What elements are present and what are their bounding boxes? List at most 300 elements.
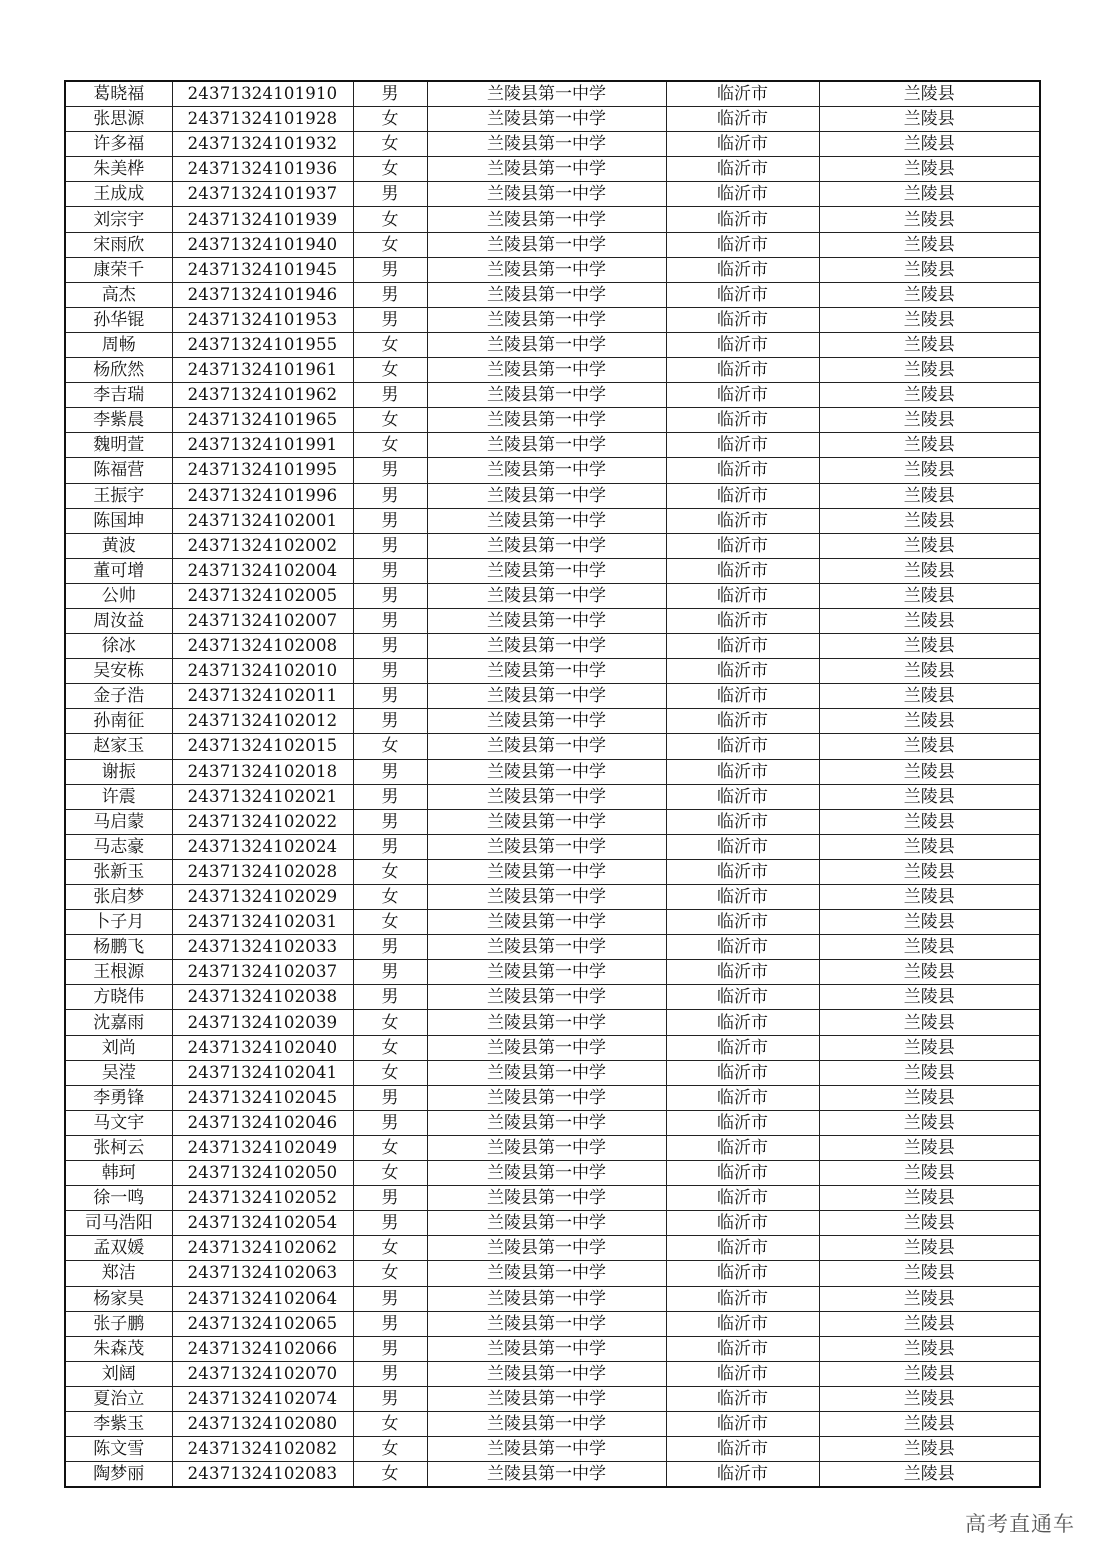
school-cell: 兰陵县第一中学 xyxy=(427,1361,666,1386)
table-row xyxy=(65,1186,1040,1211)
city-cell: 临沂市 xyxy=(666,1135,819,1160)
school-cell: 兰陵县第一中学 xyxy=(427,1110,666,1135)
exam-number-cell: 24371324102064 xyxy=(172,1286,353,1311)
gender-cell: 男 xyxy=(353,1286,427,1311)
city-cell: 临沂市 xyxy=(666,709,819,734)
student-name-cell: 孟双媛 xyxy=(65,1236,172,1261)
student-name-cell: 杨欣然 xyxy=(65,358,172,383)
city-cell: 临沂市 xyxy=(666,332,819,357)
exam-number-cell: 24371324101996 xyxy=(172,483,353,508)
school-cell: 兰陵县第一中学 xyxy=(427,859,666,884)
exam-number-cell: 24371324102021 xyxy=(172,784,353,809)
table-row xyxy=(65,483,1040,508)
school-cell: 兰陵县第一中学 xyxy=(427,784,666,809)
county-cell: 兰陵县 xyxy=(819,1211,1040,1236)
school-cell: 兰陵县第一中学 xyxy=(427,558,666,583)
gender-cell: 男 xyxy=(353,383,427,408)
gender-cell: 男 xyxy=(353,1336,427,1361)
school-cell: 兰陵县第一中学 xyxy=(427,734,666,759)
student-name-cell: 刘阔 xyxy=(65,1361,172,1386)
gender-cell: 女 xyxy=(353,408,427,433)
student-name-cell: 宋雨欣 xyxy=(65,232,172,257)
gender-cell: 女 xyxy=(353,885,427,910)
city-cell: 临沂市 xyxy=(666,257,819,282)
gender-cell: 男 xyxy=(353,1085,427,1110)
student-name-cell: 朱美桦 xyxy=(65,157,172,182)
student-name-cell: 郑洁 xyxy=(65,1261,172,1286)
county-cell: 兰陵县 xyxy=(819,634,1040,659)
student-name-cell: 李紫玉 xyxy=(65,1411,172,1436)
county-cell: 兰陵县 xyxy=(819,1035,1040,1060)
table-row xyxy=(65,910,1040,935)
table-row xyxy=(65,634,1040,659)
school-cell: 兰陵县第一中学 xyxy=(427,684,666,709)
city-cell: 临沂市 xyxy=(666,759,819,784)
city-cell: 临沂市 xyxy=(666,1386,819,1411)
student-name-cell: 张新玉 xyxy=(65,859,172,884)
school-cell: 兰陵县第一中学 xyxy=(427,1462,666,1488)
student-name-cell: 夏治立 xyxy=(65,1386,172,1411)
county-cell: 兰陵县 xyxy=(819,734,1040,759)
student-name-cell: 金子浩 xyxy=(65,684,172,709)
school-cell: 兰陵县第一中学 xyxy=(427,182,666,207)
table-row xyxy=(65,408,1040,433)
school-cell: 兰陵县第一中学 xyxy=(427,107,666,132)
student-name-cell: 张柯云 xyxy=(65,1135,172,1160)
county-cell: 兰陵县 xyxy=(819,809,1040,834)
student-name-cell: 韩珂 xyxy=(65,1161,172,1186)
gender-cell: 女 xyxy=(353,157,427,182)
watermark-text: 高考直通车 xyxy=(965,1512,1075,1536)
gender-cell: 女 xyxy=(353,1462,427,1488)
gender-cell: 女 xyxy=(353,910,427,935)
school-cell: 兰陵县第一中学 xyxy=(427,935,666,960)
gender-cell: 男 xyxy=(353,182,427,207)
gender-cell: 男 xyxy=(353,558,427,583)
gender-cell: 男 xyxy=(353,458,427,483)
city-cell: 临沂市 xyxy=(666,960,819,985)
city-cell: 临沂市 xyxy=(666,1462,819,1488)
table-row xyxy=(65,383,1040,408)
school-cell: 兰陵县第一中学 xyxy=(427,1286,666,1311)
school-cell: 兰陵县第一中学 xyxy=(427,960,666,985)
city-cell: 临沂市 xyxy=(666,232,819,257)
student-name-cell: 陶梦丽 xyxy=(65,1462,172,1488)
table-row xyxy=(65,332,1040,357)
county-cell: 兰陵县 xyxy=(819,508,1040,533)
table-row xyxy=(65,1286,1040,1311)
exam-number-cell: 24371324102074 xyxy=(172,1386,353,1411)
city-cell: 临沂市 xyxy=(666,207,819,232)
exam-number-cell: 24371324102010 xyxy=(172,659,353,684)
city-cell: 临沂市 xyxy=(666,1085,819,1110)
gender-cell: 女 xyxy=(353,1261,427,1286)
gender-cell: 男 xyxy=(353,1186,427,1211)
city-cell: 临沂市 xyxy=(666,182,819,207)
school-cell: 兰陵县第一中学 xyxy=(427,408,666,433)
city-cell: 临沂市 xyxy=(666,859,819,884)
exam-number-cell: 24371324102063 xyxy=(172,1261,353,1286)
exam-number-cell: 24371324102037 xyxy=(172,960,353,985)
gender-cell: 女 xyxy=(353,1035,427,1060)
table-row xyxy=(65,985,1040,1010)
gender-cell: 男 xyxy=(353,784,427,809)
table-row xyxy=(65,1211,1040,1236)
school-cell: 兰陵县第一中学 xyxy=(427,1261,666,1286)
student-name-cell: 沈嘉雨 xyxy=(65,1010,172,1035)
school-cell: 兰陵县第一中学 xyxy=(427,307,666,332)
table-row xyxy=(65,935,1040,960)
city-cell: 临沂市 xyxy=(666,734,819,759)
city-cell: 临沂市 xyxy=(666,1161,819,1186)
gender-cell: 男 xyxy=(353,709,427,734)
county-cell: 兰陵县 xyxy=(819,985,1040,1010)
exam-number-cell: 24371324102018 xyxy=(172,759,353,784)
table-row xyxy=(65,182,1040,207)
gender-cell: 男 xyxy=(353,659,427,684)
school-cell: 兰陵县第一中学 xyxy=(427,910,666,935)
county-cell: 兰陵县 xyxy=(819,483,1040,508)
county-cell: 兰陵县 xyxy=(819,232,1040,257)
gender-cell: 男 xyxy=(353,533,427,558)
gender-cell: 男 xyxy=(353,1361,427,1386)
city-cell: 临沂市 xyxy=(666,985,819,1010)
table-row xyxy=(65,1135,1040,1160)
county-cell: 兰陵县 xyxy=(819,684,1040,709)
table-row xyxy=(65,784,1040,809)
city-cell: 临沂市 xyxy=(666,508,819,533)
county-cell: 兰陵县 xyxy=(819,1286,1040,1311)
county-cell: 兰陵县 xyxy=(819,1437,1040,1462)
student-name-cell: 葛晓福 xyxy=(65,81,172,107)
exam-number-cell: 24371324101928 xyxy=(172,107,353,132)
exam-number-cell: 24371324102031 xyxy=(172,910,353,935)
county-cell: 兰陵县 xyxy=(819,1186,1040,1211)
exam-number-cell: 24371324102004 xyxy=(172,558,353,583)
county-cell: 兰陵县 xyxy=(819,784,1040,809)
school-cell: 兰陵县第一中学 xyxy=(427,1437,666,1462)
city-cell: 临沂市 xyxy=(666,157,819,182)
school-cell: 兰陵县第一中学 xyxy=(427,583,666,608)
student-name-cell: 孙南征 xyxy=(65,709,172,734)
student-name-cell: 方晓伟 xyxy=(65,985,172,1010)
city-cell: 临沂市 xyxy=(666,834,819,859)
school-cell: 兰陵县第一中学 xyxy=(427,834,666,859)
table-row xyxy=(65,1085,1040,1110)
exam-number-cell: 24371324102062 xyxy=(172,1236,353,1261)
city-cell: 临沂市 xyxy=(666,659,819,684)
table-row xyxy=(65,533,1040,558)
city-cell: 临沂市 xyxy=(666,132,819,157)
city-cell: 临沂市 xyxy=(666,408,819,433)
exam-number-cell: 24371324102040 xyxy=(172,1035,353,1060)
gender-cell: 男 xyxy=(353,1211,427,1236)
exam-number-cell: 24371324102052 xyxy=(172,1186,353,1211)
exam-number-cell: 24371324101939 xyxy=(172,207,353,232)
student-name-cell: 马志豪 xyxy=(65,834,172,859)
table-row xyxy=(65,257,1040,282)
county-cell: 兰陵县 xyxy=(819,157,1040,182)
table-row xyxy=(65,1236,1040,1261)
table-row xyxy=(65,709,1040,734)
school-cell: 兰陵县第一中学 xyxy=(427,332,666,357)
table-row xyxy=(65,583,1040,608)
student-name-cell: 吴安栋 xyxy=(65,659,172,684)
school-cell: 兰陵县第一中学 xyxy=(427,358,666,383)
school-cell: 兰陵县第一中学 xyxy=(427,533,666,558)
county-cell: 兰陵县 xyxy=(819,433,1040,458)
gender-cell: 男 xyxy=(353,483,427,508)
exam-number-cell: 24371324102049 xyxy=(172,1135,353,1160)
table-row xyxy=(65,558,1040,583)
exam-number-cell: 24371324102028 xyxy=(172,859,353,884)
exam-number-cell: 24371324102024 xyxy=(172,834,353,859)
city-cell: 临沂市 xyxy=(666,307,819,332)
city-cell: 临沂市 xyxy=(666,608,819,633)
county-cell: 兰陵县 xyxy=(819,1261,1040,1286)
table-row xyxy=(65,859,1040,884)
gender-cell: 男 xyxy=(353,1110,427,1135)
student-name-cell: 李吉瑞 xyxy=(65,383,172,408)
city-cell: 临沂市 xyxy=(666,558,819,583)
exam-number-cell: 24371324102045 xyxy=(172,1085,353,1110)
student-name-cell: 周畅 xyxy=(65,332,172,357)
gender-cell: 男 xyxy=(353,608,427,633)
table-row xyxy=(65,132,1040,157)
school-cell: 兰陵县第一中学 xyxy=(427,709,666,734)
exam-number-cell: 24371324102046 xyxy=(172,1110,353,1135)
gender-cell: 女 xyxy=(353,1437,427,1462)
gender-cell: 男 xyxy=(353,935,427,960)
exam-number-cell: 24371324102039 xyxy=(172,1010,353,1035)
exam-number-cell: 24371324101937 xyxy=(172,182,353,207)
student-name-cell: 魏明萱 xyxy=(65,433,172,458)
table-row xyxy=(65,1035,1040,1060)
student-name-cell: 黄波 xyxy=(65,533,172,558)
student-name-cell: 康荣千 xyxy=(65,257,172,282)
school-cell: 兰陵县第一中学 xyxy=(427,885,666,910)
city-cell: 临沂市 xyxy=(666,107,819,132)
school-cell: 兰陵县第一中学 xyxy=(427,634,666,659)
school-cell: 兰陵县第一中学 xyxy=(427,1211,666,1236)
city-cell: 临沂市 xyxy=(666,1010,819,1035)
gender-cell: 女 xyxy=(353,358,427,383)
table-row xyxy=(65,1060,1040,1085)
table-row xyxy=(65,834,1040,859)
city-cell: 临沂市 xyxy=(666,1336,819,1361)
table-row xyxy=(65,358,1040,383)
school-cell: 兰陵县第一中学 xyxy=(427,282,666,307)
county-cell: 兰陵县 xyxy=(819,558,1040,583)
exam-number-cell: 24371324102066 xyxy=(172,1336,353,1361)
city-cell: 临沂市 xyxy=(666,458,819,483)
gender-cell: 男 xyxy=(353,1311,427,1336)
school-cell: 兰陵县第一中学 xyxy=(427,508,666,533)
student-name-cell: 卜子月 xyxy=(65,910,172,935)
county-cell: 兰陵县 xyxy=(819,207,1040,232)
gender-cell: 男 xyxy=(353,508,427,533)
school-cell: 兰陵县第一中学 xyxy=(427,483,666,508)
gender-cell: 女 xyxy=(353,433,427,458)
gender-cell: 女 xyxy=(353,734,427,759)
student-name-cell: 周汝益 xyxy=(65,608,172,633)
city-cell: 临沂市 xyxy=(666,1236,819,1261)
student-roster-table xyxy=(64,80,1041,1488)
city-cell: 临沂市 xyxy=(666,583,819,608)
county-cell: 兰陵县 xyxy=(819,257,1040,282)
school-cell: 兰陵县第一中学 xyxy=(427,659,666,684)
student-name-cell: 徐一鸣 xyxy=(65,1186,172,1211)
student-name-cell: 徐冰 xyxy=(65,634,172,659)
table-row xyxy=(65,433,1040,458)
exam-number-cell: 24371324101961 xyxy=(172,358,353,383)
county-cell: 兰陵县 xyxy=(819,1361,1040,1386)
county-cell: 兰陵县 xyxy=(819,1236,1040,1261)
student-name-cell: 刘宗宇 xyxy=(65,207,172,232)
student-name-cell: 吴滢 xyxy=(65,1060,172,1085)
county-cell: 兰陵县 xyxy=(819,910,1040,935)
student-name-cell: 马启蒙 xyxy=(65,809,172,834)
gender-cell: 女 xyxy=(353,859,427,884)
exam-number-cell: 24371324102033 xyxy=(172,935,353,960)
gender-cell: 女 xyxy=(353,1060,427,1085)
table-row xyxy=(65,759,1040,784)
gender-cell: 女 xyxy=(353,1411,427,1436)
city-cell: 临沂市 xyxy=(666,1286,819,1311)
table-row xyxy=(65,960,1040,985)
student-name-cell: 王成成 xyxy=(65,182,172,207)
gender-cell: 女 xyxy=(353,1010,427,1035)
table-row xyxy=(65,107,1040,132)
gender-cell: 男 xyxy=(353,307,427,332)
gender-cell: 男 xyxy=(353,960,427,985)
city-cell: 临沂市 xyxy=(666,885,819,910)
school-cell: 兰陵县第一中学 xyxy=(427,1035,666,1060)
table-row xyxy=(65,508,1040,533)
exam-number-cell: 24371324101991 xyxy=(172,433,353,458)
exam-number-cell: 24371324102080 xyxy=(172,1411,353,1436)
city-cell: 临沂市 xyxy=(666,282,819,307)
gender-cell: 男 xyxy=(353,684,427,709)
exam-number-cell: 24371324101962 xyxy=(172,383,353,408)
county-cell: 兰陵县 xyxy=(819,1135,1040,1160)
student-name-cell: 许震 xyxy=(65,784,172,809)
city-cell: 临沂市 xyxy=(666,634,819,659)
student-name-cell: 朱森茂 xyxy=(65,1336,172,1361)
county-cell: 兰陵县 xyxy=(819,182,1040,207)
table-row xyxy=(65,1161,1040,1186)
exam-number-cell: 24371324102050 xyxy=(172,1161,353,1186)
school-cell: 兰陵县第一中学 xyxy=(427,1135,666,1160)
county-cell: 兰陵县 xyxy=(819,408,1040,433)
gender-cell: 女 xyxy=(353,1161,427,1186)
school-cell: 兰陵县第一中学 xyxy=(427,608,666,633)
county-cell: 兰陵县 xyxy=(819,533,1040,558)
exam-number-cell: 24371324101936 xyxy=(172,157,353,182)
city-cell: 临沂市 xyxy=(666,910,819,935)
student-name-cell: 公帅 xyxy=(65,583,172,608)
school-cell: 兰陵县第一中学 xyxy=(427,157,666,182)
gender-cell: 女 xyxy=(353,107,427,132)
school-cell: 兰陵县第一中学 xyxy=(427,1311,666,1336)
county-cell: 兰陵县 xyxy=(819,358,1040,383)
table-row xyxy=(65,1311,1040,1336)
city-cell: 临沂市 xyxy=(666,358,819,383)
county-cell: 兰陵县 xyxy=(819,709,1040,734)
table-row xyxy=(65,1361,1040,1386)
school-cell: 兰陵县第一中学 xyxy=(427,458,666,483)
gender-cell: 男 xyxy=(353,282,427,307)
gender-cell: 男 xyxy=(353,809,427,834)
school-cell: 兰陵县第一中学 xyxy=(427,809,666,834)
table-row xyxy=(65,282,1040,307)
exam-number-cell: 24371324102083 xyxy=(172,1462,353,1488)
county-cell: 兰陵县 xyxy=(819,107,1040,132)
gender-cell: 男 xyxy=(353,583,427,608)
county-cell: 兰陵县 xyxy=(819,1462,1040,1488)
city-cell: 临沂市 xyxy=(666,684,819,709)
county-cell: 兰陵县 xyxy=(819,1060,1040,1085)
table-row xyxy=(65,734,1040,759)
city-cell: 临沂市 xyxy=(666,1110,819,1135)
gender-cell: 女 xyxy=(353,1135,427,1160)
city-cell: 临沂市 xyxy=(666,533,819,558)
school-cell: 兰陵县第一中学 xyxy=(427,232,666,257)
county-cell: 兰陵县 xyxy=(819,1386,1040,1411)
gender-cell: 女 xyxy=(353,332,427,357)
exam-number-cell: 24371324102065 xyxy=(172,1311,353,1336)
county-cell: 兰陵县 xyxy=(819,1085,1040,1110)
student-name-cell: 陈文雪 xyxy=(65,1437,172,1462)
student-name-cell: 李紫晨 xyxy=(65,408,172,433)
exam-number-cell: 24371324102029 xyxy=(172,885,353,910)
city-cell: 临沂市 xyxy=(666,1211,819,1236)
exam-number-cell: 24371324102007 xyxy=(172,608,353,633)
school-cell: 兰陵县第一中学 xyxy=(427,81,666,107)
county-cell: 兰陵县 xyxy=(819,282,1040,307)
table-row xyxy=(65,608,1040,633)
table-row xyxy=(65,1386,1040,1411)
table-row xyxy=(65,1261,1040,1286)
student-name-cell: 陈国坤 xyxy=(65,508,172,533)
city-cell: 临沂市 xyxy=(666,935,819,960)
exam-number-cell: 24371324102015 xyxy=(172,734,353,759)
student-name-cell: 杨鹏飞 xyxy=(65,935,172,960)
exam-number-cell: 24371324102005 xyxy=(172,583,353,608)
city-cell: 临沂市 xyxy=(666,1361,819,1386)
exam-number-cell: 24371324101946 xyxy=(172,282,353,307)
city-cell: 临沂市 xyxy=(666,1437,819,1462)
school-cell: 兰陵县第一中学 xyxy=(427,1186,666,1211)
table-row xyxy=(65,1010,1040,1035)
city-cell: 临沂市 xyxy=(666,784,819,809)
exam-number-cell: 24371324102070 xyxy=(172,1361,353,1386)
table-row xyxy=(65,659,1040,684)
table-row xyxy=(65,1110,1040,1135)
student-name-cell: 李勇锋 xyxy=(65,1085,172,1110)
exam-number-cell: 24371324101953 xyxy=(172,307,353,332)
school-cell: 兰陵县第一中学 xyxy=(427,257,666,282)
school-cell: 兰陵县第一中学 xyxy=(427,383,666,408)
gender-cell: 男 xyxy=(353,634,427,659)
table-row xyxy=(65,458,1040,483)
table-row xyxy=(65,207,1040,232)
county-cell: 兰陵县 xyxy=(819,1336,1040,1361)
city-cell: 临沂市 xyxy=(666,1035,819,1060)
school-cell: 兰陵县第一中学 xyxy=(427,759,666,784)
student-name-cell: 高杰 xyxy=(65,282,172,307)
county-cell: 兰陵县 xyxy=(819,458,1040,483)
